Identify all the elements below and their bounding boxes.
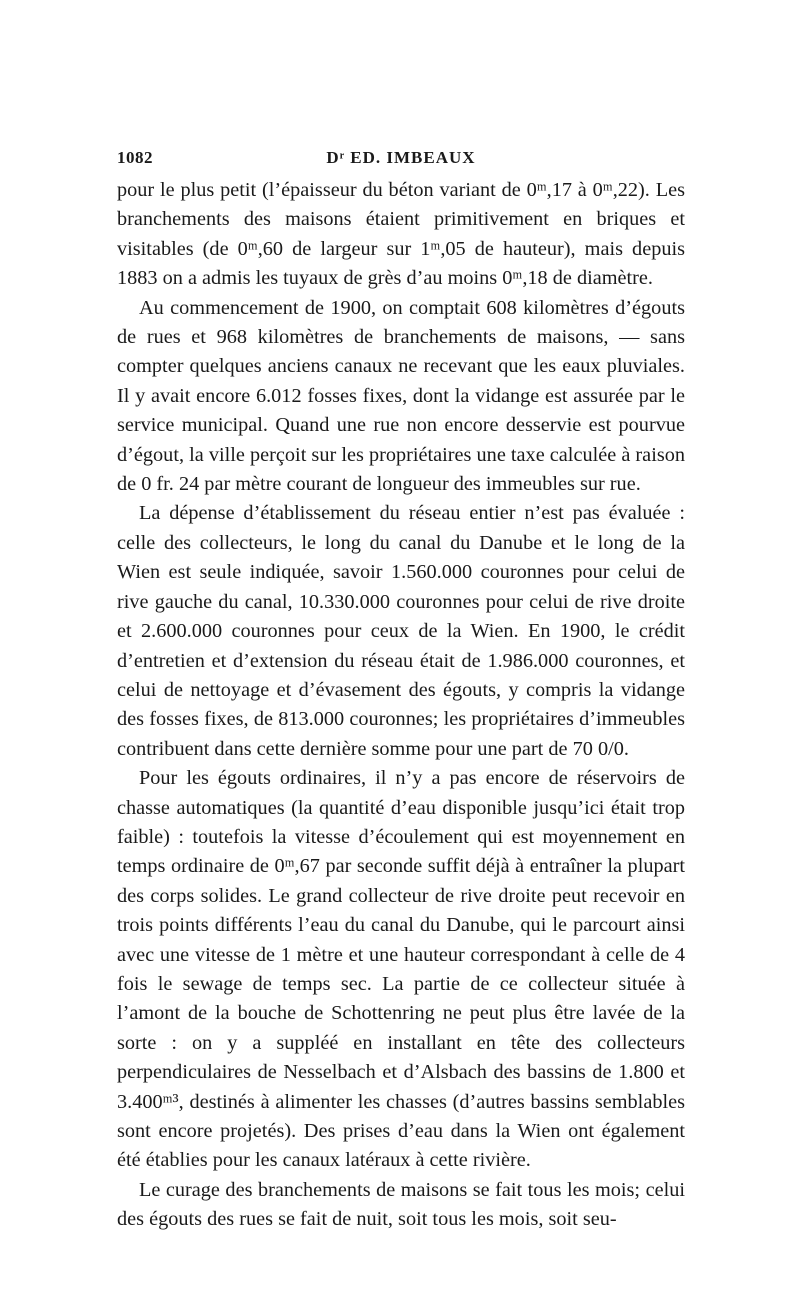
paragraph-cleaning: Le curage des branchements de maisons se fait tous les mois; celui des égouts des rues se fait de nuit, soit tous les mois, soit seu- — [117, 1178, 685, 1231]
running-title: Dʳ ED. IMBEAUX — [326, 148, 476, 167]
running-head — [117, 148, 685, 172]
paragraph-expenses: La dépense d’établissement du réseau entier n’est pas évaluée : celle des collecteurs, le long du canal du Danube et le long de la Wien est seule indiquée, savoir 1.560.000 couronnes pour celui de rive gauche du canal, 10.330.000 couronnes pour celui de rive droite et 2.600.000 couronnes pour ceux de la Wien. En 1900, le crédit d’entretien et d’extension du réseau était de 1.986.000 couronnes, et celui de nettoyage et d’évasement des égouts, y compris la vidange des fosses fixes, de 813.000 couronnes; les propriétaires d’immeubles contribuent dans cette dernière somme pour une part de 70 0/0. — [117, 502, 685, 760]
body-text — [117, 176, 685, 1235]
paragraph-network-length: Au commencement de 1900, on comptait 608 kilomètres d’égouts de rues et 968 kilomètres de branchements de maisons, — sans compter quelques anciens canaux ne recevant que les eaux pluviales. Il y avait encore 6.012 fosses fixes, dont la vidange est assurée par le service municipal. Quand une rue non encore desservie est pourvue d’égout, la ville perçoit sur les propriétaires une taxe calculée à raison de 0 fr. 24 par mètre courant de longueur des immeubles sur rue. — [117, 296, 685, 496]
book-page — [117, 148, 685, 1235]
page-number: 1082 — [117, 148, 153, 167]
paragraph-continuation: pour le plus petit (l’épaisseur du béton variant de 0ᵐ,17 à 0ᵐ,22). Les branchements des maisons étaient primitivement en briques et visitables (de 0ᵐ,60 de largeur sur 1ᵐ,05 de hauteur), mais depuis 1883 on a admis les tuyaux de grès d’au moins 0ᵐ,18 de diamètre. — [117, 179, 685, 290]
paragraph-flushing: Pour les égouts ordinaires, il n’y a pas encore de réservoirs de chasse automatiques (la quantité d’eau disponible jusqu’ici était trop faible) : toutefois la vitesse d’écoulement qui est moyennement en temps ordinaire de 0ᵐ,67 par seconde suffit déjà à entraîner la plupart des corps solides. Le grand collecteur de rive droite peut recevoir en trois points différents l’eau du canal du Danube, qui le parcourt ainsi avec une vitesse de 1 mètre et une hauteur correspondant à celle de 4 fois le sewage de temps sec. La partie de ce collecteur située à l’amont de la bouche de Schottenring ne peut plus être lavée de la sorte : on y a suppléé en installant en tête des collecteurs perpendiculaires de Nesselbach et d’Alsbach des bassins de 1.800 et 3.400ᵐ³, destinés à alimenter les chasses (d’autres bassins semblables sont encore projetés). Des prises d’eau dans la Wien ont également été établies pour les canaux latéraux à cette rivière. — [117, 767, 685, 1172]
